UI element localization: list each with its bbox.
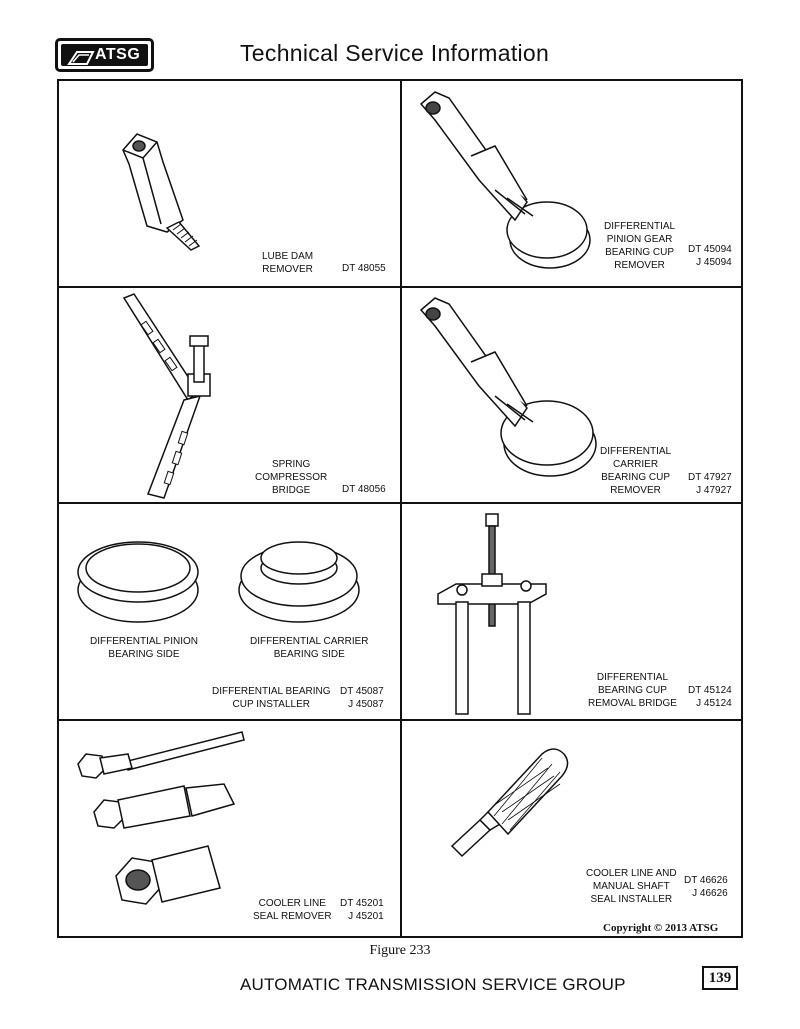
- footer-org: AUTOMATIC TRANSMISSION SERVICE GROUP: [240, 975, 626, 994]
- caption-line: REMOVAL BRIDGE: [588, 698, 677, 709]
- cell-2-codes: [688, 243, 732, 269]
- caption-line: DIFFERENTIAL: [596, 672, 669, 683]
- caption-line: DIFFERENTIAL BEARING: [212, 686, 331, 697]
- caption-line: MANUAL SHAFT: [592, 881, 670, 892]
- grid-divider-row-2: [57, 502, 743, 504]
- pinion-side-caption: [90, 635, 198, 661]
- carrier-side-caption: [250, 635, 369, 661]
- car-icon: [67, 48, 95, 68]
- caption-line: BEARING CUP: [601, 472, 671, 483]
- page-title: Technical Service Information: [240, 40, 550, 66]
- lube-dam-remover-illustration: [115, 128, 215, 258]
- figure-label: Figure 233: [369, 943, 431, 958]
- cell-8-caption: [586, 867, 677, 906]
- caption-line: DIFFERENTIAL PINION: [90, 636, 198, 647]
- cell-1-codes: [342, 262, 386, 275]
- caption-line: COOLER LINE: [258, 898, 326, 909]
- part-number: J 45201: [348, 911, 384, 922]
- part-number: J 46626: [692, 888, 728, 899]
- caption-line: BEARING SIDE: [273, 649, 345, 660]
- part-number: DT 48056: [342, 484, 386, 495]
- pinion-gear-bearing-cup-remover-illustration: [415, 90, 595, 280]
- cell-6-codes: [688, 684, 732, 710]
- cell-2-caption: [604, 220, 675, 272]
- part-number: DT 46626: [684, 875, 728, 886]
- grid-divider-row-3: [57, 719, 743, 721]
- cell-3-codes: [342, 483, 386, 496]
- caption-line: DIFFERENTIAL: [604, 221, 676, 232]
- cell-4-codes: [688, 471, 732, 497]
- caption-line: BEARING CUP: [605, 247, 675, 258]
- caption-line: CARRIER: [613, 459, 659, 470]
- caption-line: DIFFERENTIAL CARRIER: [250, 636, 369, 647]
- part-number: DT 48055: [342, 263, 386, 274]
- caption-line: PINION GEAR: [606, 234, 673, 245]
- caption-line: BEARING SIDE: [108, 649, 180, 660]
- caption-line: BEARING CUP: [598, 685, 667, 696]
- cooler-line-seal-remover-illustration: [74, 728, 254, 928]
- caption-line: BRIDGE: [271, 485, 311, 496]
- caption-line: SEAL REMOVER: [253, 911, 332, 922]
- caption-line: CUP INSTALLER: [232, 699, 310, 710]
- part-number: DT 45094: [688, 244, 732, 255]
- caption-line: COMPRESSOR: [255, 472, 328, 483]
- part-number: J 45087: [348, 699, 384, 710]
- cell-4-caption: [600, 445, 671, 497]
- caption-line: SEAL INSTALLER: [590, 894, 673, 905]
- part-number: J 45094: [696, 257, 732, 268]
- part-number: DT 45201: [340, 898, 384, 909]
- page-number: 139: [702, 966, 738, 990]
- caption-line: SPRING: [271, 459, 311, 470]
- cell-3-caption: [255, 458, 327, 497]
- caption-line: REMOVER: [614, 260, 665, 271]
- cell-6-caption: [588, 671, 677, 710]
- cooler-line-manual-shaft-seal-installer-illustration: [450, 746, 570, 858]
- copyright: Copyright © 2013 ATSG: [603, 922, 719, 934]
- caption-line: COOLER LINE AND: [586, 868, 677, 879]
- cell-5-caption: [212, 685, 331, 711]
- cell-7-caption: [253, 897, 332, 923]
- part-number: DT 45087: [340, 686, 384, 697]
- atsg-logo: [55, 38, 154, 72]
- part-number: DT 45124: [688, 685, 732, 696]
- logo-text: ATSG: [95, 46, 141, 63]
- bearing-cup-installer-illustration: [76, 528, 366, 628]
- cell-5-codes: [340, 685, 384, 711]
- bearing-cup-removal-bridge-illustration: [436, 512, 552, 717]
- part-number: J 47927: [696, 485, 732, 496]
- carrier-bearing-cup-remover-illustration: [415, 296, 595, 486]
- grid-divider-row-1: [57, 286, 743, 288]
- part-number: DT 47927: [688, 472, 732, 483]
- caption-line: REMOVER: [610, 485, 661, 496]
- caption-line: LUBE DAM: [262, 251, 314, 262]
- spring-compressor-bridge-illustration: [118, 292, 228, 502]
- cell-1-caption: [262, 250, 313, 276]
- part-number: J 45124: [696, 698, 732, 709]
- cell-7-codes: [340, 897, 384, 923]
- cell-8-codes: [684, 874, 728, 900]
- caption-line: REMOVER: [262, 264, 313, 275]
- caption-line: DIFFERENTIAL: [600, 446, 672, 457]
- grid-divider-vertical: [400, 79, 402, 938]
